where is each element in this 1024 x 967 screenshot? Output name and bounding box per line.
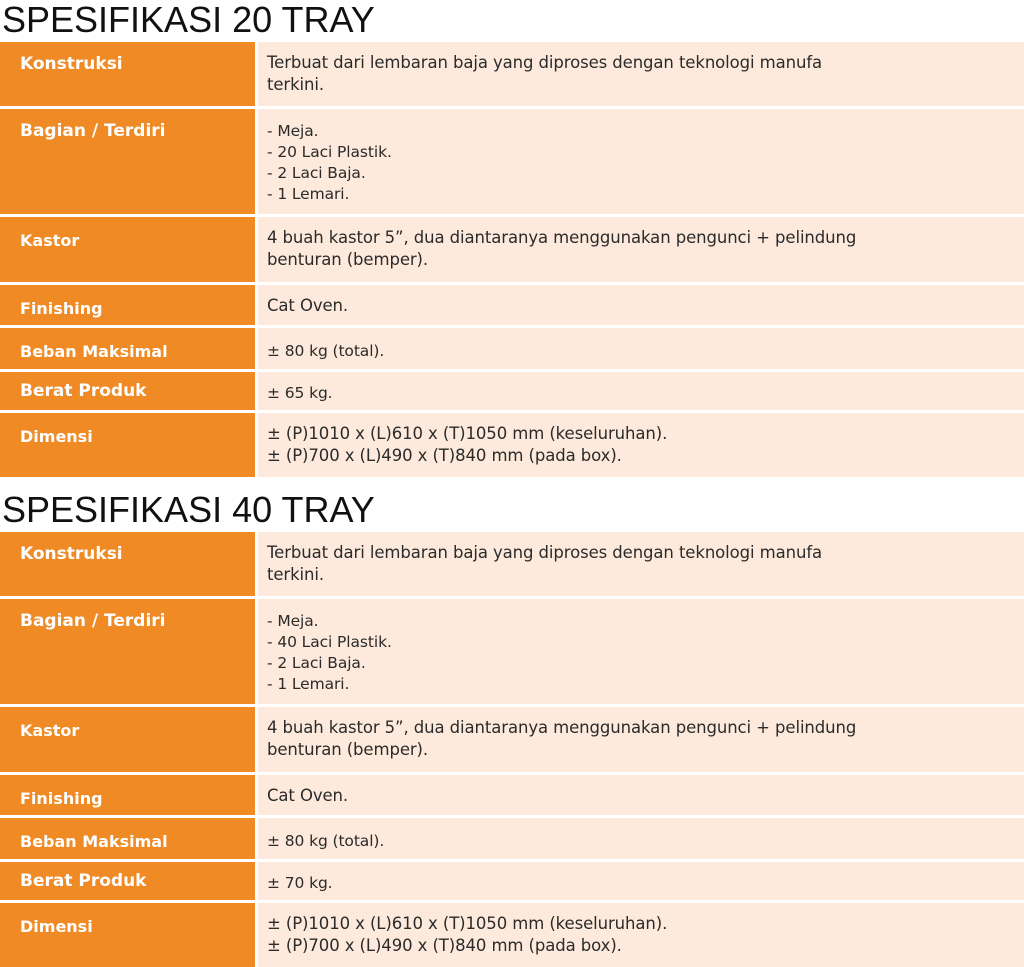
spec-value-line: 4 buah kastor 5”, dua diantaranya menggunakan pengunci + pelindung <box>267 718 857 737</box>
spec-value-line: ± (P)1010 x (L)610 x (T)1050 mm (keseluruhan). <box>267 424 668 443</box>
spec-value <box>258 862 1024 900</box>
spec-label: Dimensi <box>0 903 255 967</box>
spec-value-line: ± (P)700 x (L)490 x (T)840 mm (pada box). <box>267 936 622 955</box>
spec-value-line: Cat Oven. <box>267 296 349 315</box>
spec-value-line: - 1 Lemari. <box>267 675 350 693</box>
spec-value-line: ± 65 kg. <box>267 384 333 402</box>
spec-value <box>258 109 1024 214</box>
spec-value-line: Terbuat dari lembaran baja yang diproses dengan teknologi manufa <box>267 53 823 72</box>
spec-value-line: - 2 Laci Baja. <box>267 164 366 182</box>
spec-value <box>258 599 1024 704</box>
spec-label: Berat Produk <box>0 862 255 900</box>
spec-row-berat <box>0 862 1024 903</box>
spec-label: Bagian / Terdiri <box>0 109 255 214</box>
spec-value-line: ± 80 kg (total). <box>267 342 385 360</box>
spec-table <box>0 532 1024 967</box>
spec-value-line: - Meja. <box>267 122 319 140</box>
spec-row-finishing <box>0 285 1024 328</box>
spec-value-line: - 2 Laci Baja. <box>267 654 366 672</box>
spec-value-line: benturan (bemper). <box>267 740 429 759</box>
spec-label: Kastor <box>0 707 255 772</box>
spec-label: Bagian / Terdiri <box>0 599 255 704</box>
spec-value <box>258 413 1024 477</box>
spec-row-kastor <box>0 707 1024 775</box>
spec-value-line: terkini. <box>267 565 325 584</box>
spec-value <box>258 903 1024 967</box>
spec-value-line: ± 70 kg. <box>267 874 333 892</box>
spec-row-bagian <box>0 109 1024 217</box>
section-title: SPESIFIKASI 20 TRAY <box>2 0 375 40</box>
spec-row-konstruksi <box>0 532 1024 599</box>
spec-row-berat <box>0 372 1024 413</box>
spec-value-line: ± (P)700 x (L)490 x (T)840 mm (pada box). <box>267 446 622 465</box>
spec-label: Konstruksi <box>0 532 255 596</box>
spec-value <box>258 42 1024 106</box>
spec-label: Berat Produk <box>0 372 255 410</box>
spec-row-kastor <box>0 217 1024 285</box>
spec-value-line: - Meja. <box>267 612 319 630</box>
spec-row-konstruksi <box>0 42 1024 109</box>
spec-table <box>0 42 1024 477</box>
spec-value <box>258 707 1024 772</box>
spec-value-line: terkini. <box>267 75 325 94</box>
spec-row-beban <box>0 328 1024 372</box>
spec-row-dimensi <box>0 903 1024 967</box>
spec-row-dimensi <box>0 413 1024 477</box>
spec-value-line: Terbuat dari lembaran baja yang diproses dengan teknologi manufa <box>267 543 823 562</box>
spec-value-line: ± (P)1010 x (L)610 x (T)1050 mm (keseluruhan). <box>267 914 668 933</box>
spec-value-line: - 40 Laci Plastik. <box>267 633 392 651</box>
spec-value-line: - 1 Lemari. <box>267 185 350 203</box>
spec-label: Beban Maksimal <box>0 328 255 369</box>
spec-section-20-tray <box>0 0 1024 477</box>
spec-value-line: ± 80 kg (total). <box>267 832 385 850</box>
spec-label: Beban Maksimal <box>0 818 255 859</box>
spec-row-bagian <box>0 599 1024 707</box>
spec-row-finishing <box>0 775 1024 818</box>
spec-value <box>258 775 1024 815</box>
spec-section-40-tray <box>0 490 1024 967</box>
spec-value-line: benturan (bemper). <box>267 250 429 269</box>
spec-label: Konstruksi <box>0 42 255 106</box>
spec-value-line: - 20 Laci Plastik. <box>267 143 392 161</box>
spec-value <box>258 285 1024 325</box>
spec-label: Finishing <box>0 285 255 325</box>
spec-value-line: 4 buah kastor 5”, dua diantaranya menggunakan pengunci + pelindung <box>267 228 857 247</box>
spec-label: Finishing <box>0 775 255 815</box>
spec-value <box>258 328 1024 369</box>
spec-value <box>258 217 1024 282</box>
spec-label: Dimensi <box>0 413 255 477</box>
spec-value <box>258 818 1024 859</box>
spec-value <box>258 532 1024 596</box>
spec-label: Kastor <box>0 217 255 282</box>
section-title: SPESIFIKASI 40 TRAY <box>2 489 375 530</box>
spec-value-line: Cat Oven. <box>267 786 349 805</box>
spec-value <box>258 372 1024 410</box>
spec-row-beban <box>0 818 1024 862</box>
